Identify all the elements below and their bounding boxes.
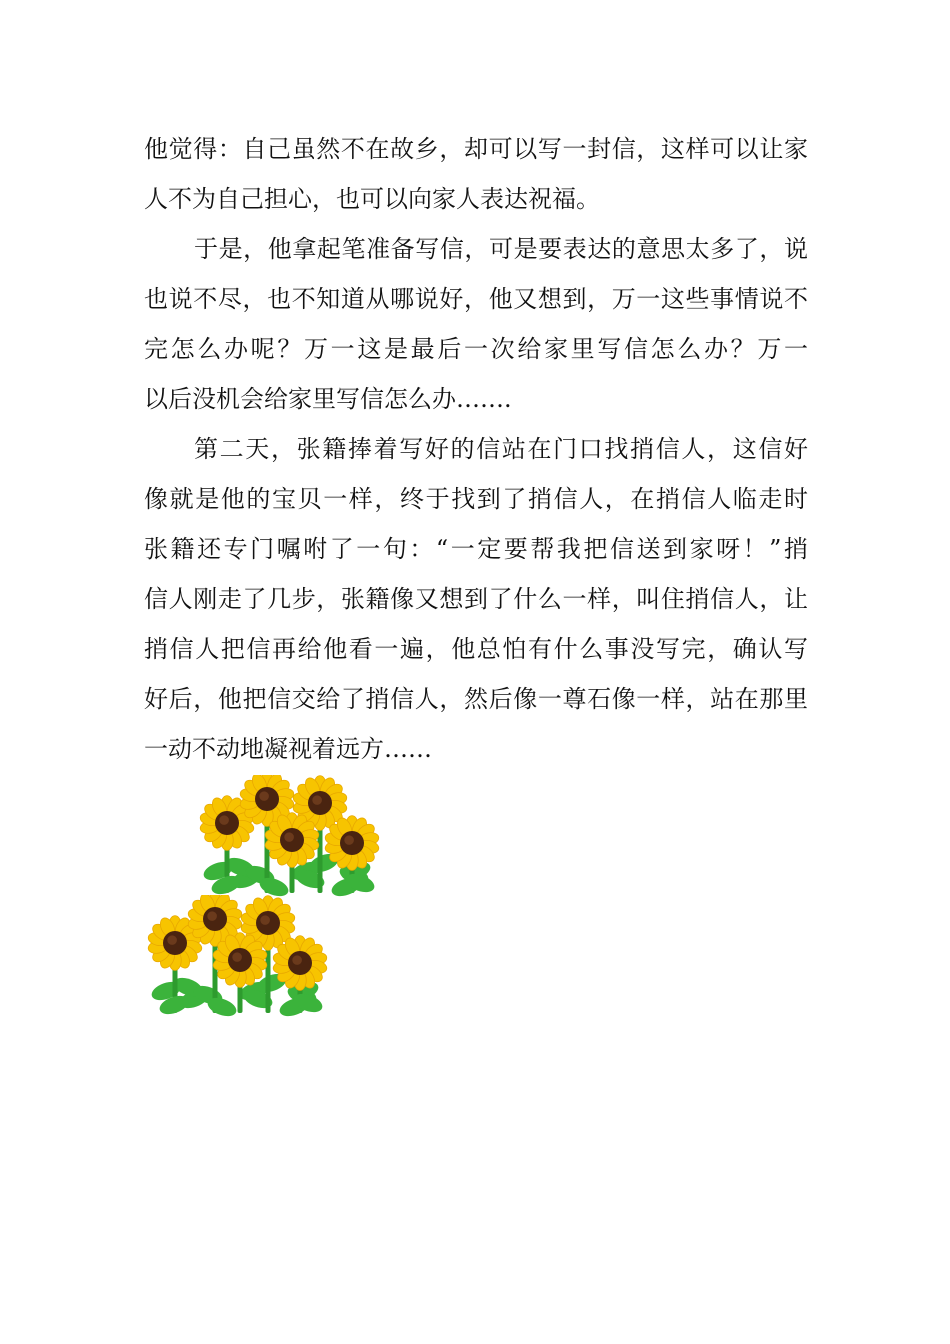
article-body — [144, 124, 808, 774]
paragraph-line: 好后，他把信交给了捎信人，然后像一尊石像一样，站在那里 — [144, 685, 808, 713]
paragraph-line: 信人刚走了几步，张籍像又想到了什么一样，叫住捎信人，让 — [144, 585, 808, 613]
paragraph-line: 一动不动地凝视着远方…… — [144, 735, 432, 763]
paragraph-line: 他觉得：自己虽然不在故乡，却可以写一封信，这样可以让家 — [144, 135, 808, 163]
paragraph-line: 以后没机会给家里写信怎么办……. — [144, 385, 512, 413]
paragraph-line: 人不为自己担心，也可以向家人表达祝福。 — [144, 185, 600, 213]
paragraph-line: 于是，他拿起笔准备写信，可是要表达的意思太多了，说 — [194, 235, 808, 263]
sunflower-cluster-bottom — [142, 895, 342, 1020]
sunflower-cluster-top — [194, 775, 394, 900]
paragraph-line: 完怎么办呢？万一这是最后一次给家里写信怎么办？万一 — [144, 335, 808, 363]
paragraph-line: 张籍还专门嘱咐了一句：“一定要帮我把信送到家呀！”捎 — [144, 535, 808, 563]
paragraph-line: 也说不尽，也不知道从哪说好，他又想到，万一这些事情说不 — [144, 285, 808, 313]
paragraph-line: 捎信人把信再给他看一遍，他总怕有什么事没写完，确认写 — [144, 635, 808, 663]
paragraph-line: 像就是他的宝贝一样，终于找到了捎信人，在捎信人临走时 — [144, 485, 808, 513]
paragraph-line: 第二天，张籍捧着写好的信站在门口找捎信人，这信好 — [194, 435, 808, 463]
